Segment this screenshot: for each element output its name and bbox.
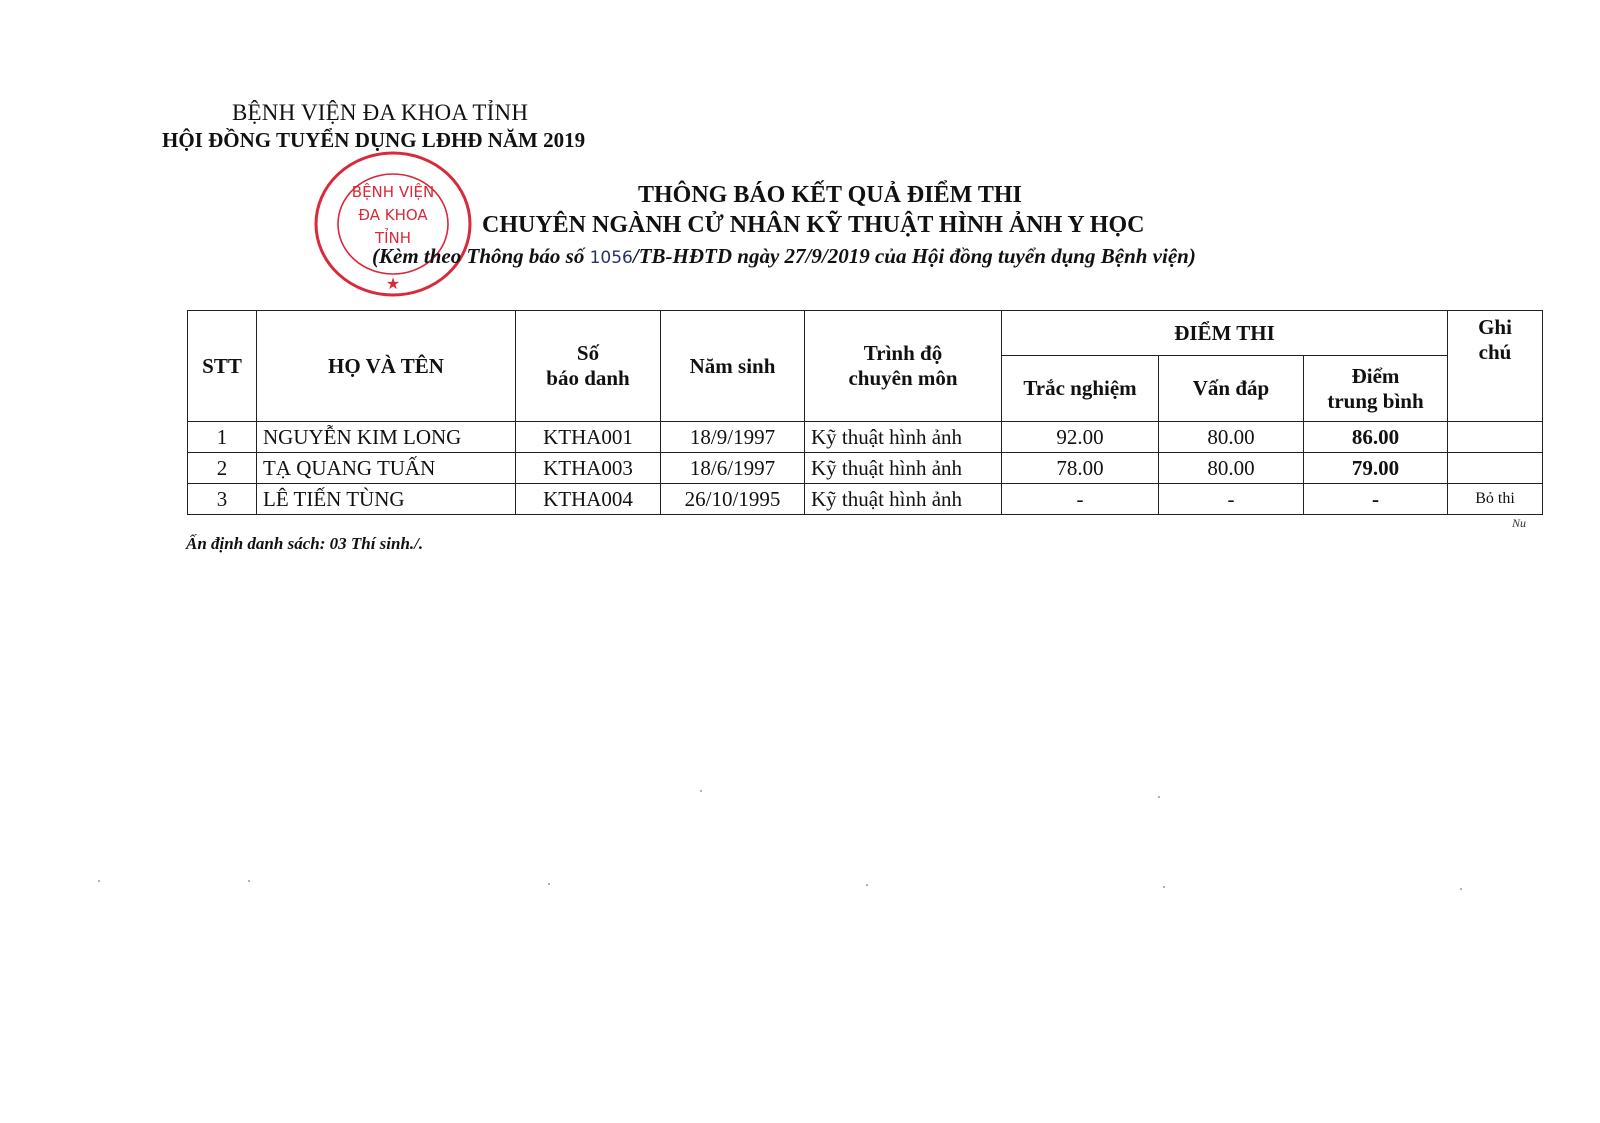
- header-sbd-line2: báo danh: [546, 366, 630, 390]
- notice-title: THÔNG BÁO KẾT QUẢ ĐIỂM THI: [638, 182, 1022, 208]
- header-stt: STT: [188, 311, 257, 422]
- cell-avg: 79.00: [1304, 453, 1448, 484]
- stamp-line-2: ĐA KHOA: [358, 206, 428, 224]
- table-row: [188, 422, 1543, 453]
- notice-reference: [372, 244, 1196, 269]
- cell-stt: 1: [188, 422, 257, 453]
- cell-level: Kỹ thuật hình ảnh: [805, 422, 1002, 453]
- scan-speck: [1163, 886, 1165, 888]
- cell-note: Bỏ thi: [1448, 484, 1543, 515]
- cell-mcq: 92.00: [1002, 422, 1159, 453]
- cell-dob: 26/10/1995: [661, 484, 805, 515]
- header-level-line1: Trình độ: [863, 341, 943, 365]
- header-level: [805, 311, 1002, 422]
- cell-oral: 80.00: [1159, 422, 1304, 453]
- header-avg: [1304, 356, 1448, 422]
- cell-note: [1448, 453, 1543, 484]
- table-row: [188, 484, 1543, 515]
- header-note-line2: chú: [1478, 340, 1512, 364]
- cell-level: Kỹ thuật hình ảnh: [805, 453, 1002, 484]
- cell-name: LÊ TIẾN TÙNG: [257, 484, 516, 515]
- table-row: [188, 453, 1543, 484]
- header-scores-group: ĐIỂM THI: [1002, 311, 1448, 356]
- cell-name: TẠ QUANG TUẤN: [257, 453, 516, 484]
- cell-sbd: KTHA004: [516, 484, 661, 515]
- header-sbd: [516, 311, 661, 422]
- reference-prefix: (Kèm theo Thông báo số: [372, 244, 585, 268]
- header-sbd-line1: Số: [576, 341, 600, 365]
- cell-oral: -: [1159, 484, 1304, 515]
- scan-speck: [700, 790, 702, 792]
- stamp-line-3: TỈNH: [374, 229, 412, 247]
- cell-dob: 18/6/1997: [661, 453, 805, 484]
- header-note: [1448, 311, 1543, 422]
- header-avg-line1: Điểm: [1351, 363, 1400, 388]
- cell-sbd: KTHA003: [516, 453, 661, 484]
- cell-name: NGUYỄN KIM LONG: [257, 422, 516, 453]
- header-name: HỌ VÀ TÊN: [257, 311, 516, 422]
- header-mcq: Trắc nghiệm: [1002, 356, 1159, 422]
- header-dob: Năm sinh: [661, 311, 805, 422]
- header-note-line1: Ghi: [1478, 315, 1512, 339]
- cell-dob: 18/9/1997: [661, 422, 805, 453]
- list-summary: Ấn định danh sách: 03 Thí sinh./.: [186, 534, 424, 553]
- cell-sbd: KTHA001: [516, 422, 661, 453]
- scan-speck: [1460, 888, 1462, 890]
- cell-mcq: -: [1002, 484, 1159, 515]
- stamp-line-1: BỆNH VIỆN: [351, 183, 435, 201]
- reference-number: 1056: [589, 248, 633, 268]
- cell-avg: 86.00: [1304, 422, 1448, 453]
- notice-subtitle: CHUYÊN NGÀNH CỬ NHÂN KỸ THUẬT HÌNH ẢNH Y HỌC: [482, 212, 1145, 238]
- scan-speck: [866, 884, 868, 886]
- results-table: [187, 310, 1543, 515]
- reference-suffix: /TB-HĐTD ngày 27/9/2019 của Hội đồng tuyển dụng Bệnh viện): [632, 244, 1196, 268]
- cell-mcq: 78.00: [1002, 453, 1159, 484]
- organization-name: BỆNH VIỆN ĐA KHOA TỈNH: [232, 100, 529, 125]
- header-level-line2: chuyên môn: [848, 366, 958, 390]
- cell-stt: 3: [188, 484, 257, 515]
- committee-name: HỘI ĐỒNG TUYỂN DỤNG LĐHĐ NĂM 2019: [162, 128, 586, 152]
- scan-speck: [98, 880, 100, 882]
- official-stamp: [313, 149, 473, 299]
- cell-level: Kỹ thuật hình ảnh: [805, 484, 1002, 515]
- cell-note: [1448, 422, 1543, 453]
- header-oral: Vấn đáp: [1159, 356, 1304, 422]
- cell-stt: 2: [188, 453, 257, 484]
- header-avg-line2: trung bình: [1327, 388, 1424, 413]
- scan-speck: [1158, 796, 1160, 798]
- scan-speck: [248, 880, 250, 882]
- cell-avg: -: [1304, 484, 1448, 515]
- scan-speck: [548, 883, 550, 885]
- cell-oral: 80.00: [1159, 453, 1304, 484]
- initials-signature: Nu: [1512, 516, 1527, 530]
- svg-text:★: ★: [385, 274, 401, 293]
